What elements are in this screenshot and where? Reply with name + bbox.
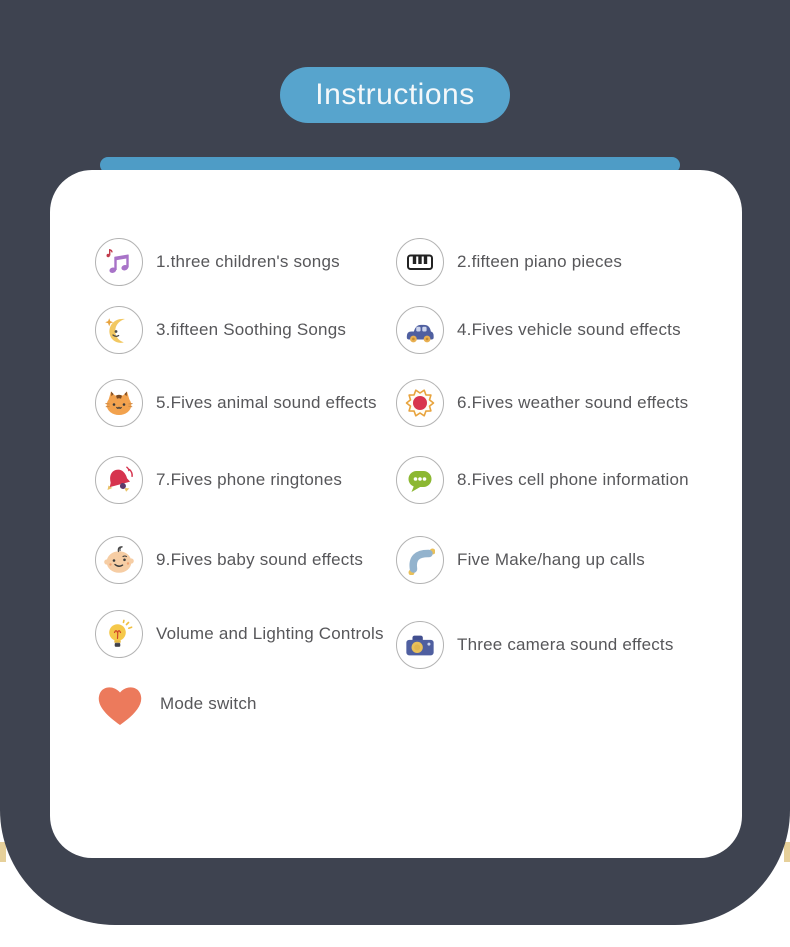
feature-label: 5.Fives animal sound effects xyxy=(156,393,377,412)
light-bulb-icon xyxy=(95,610,143,658)
feature-label: 8.Fives cell phone information xyxy=(457,470,689,489)
feature-item xyxy=(396,621,674,669)
feature-label: Volume and Lighting Controls xyxy=(156,624,384,643)
background-accent-right xyxy=(784,842,790,862)
instructions-title: Instructions xyxy=(315,78,475,111)
feature-item xyxy=(396,238,622,286)
feature-item xyxy=(396,456,689,504)
feature-item xyxy=(396,306,681,354)
feature-label: 4.Fives vehicle sound effects xyxy=(457,320,681,339)
baby-icon xyxy=(95,536,143,584)
phone-handset-icon xyxy=(396,536,444,584)
piano-icon xyxy=(396,238,444,286)
heart-icon xyxy=(93,679,147,729)
feature-label: 3.fifteen Soothing Songs xyxy=(156,320,347,339)
feature-label: 2.fifteen piano pieces xyxy=(457,252,623,271)
feature-label: 7.Fives phone ringtones xyxy=(156,470,343,489)
feature-label: 6.Fives weather sound effects xyxy=(457,393,689,412)
camera-icon xyxy=(396,621,444,669)
feature-label: Mode switch xyxy=(160,694,257,713)
cat-icon xyxy=(95,379,143,427)
feature-label: Five Make/hang up calls xyxy=(457,550,645,569)
feature-item xyxy=(95,456,342,504)
feature-item xyxy=(95,379,377,427)
feature-label: 9.Fives baby sound effects xyxy=(156,550,364,569)
feature-item xyxy=(95,306,346,354)
feature-item xyxy=(95,610,384,658)
feature-item xyxy=(396,536,645,584)
moon-icon xyxy=(95,306,143,354)
chat-bubble-icon xyxy=(396,456,444,504)
sun-icon xyxy=(396,379,444,427)
bell-icon xyxy=(95,456,143,504)
instructions-card xyxy=(50,170,742,858)
feature-item xyxy=(95,238,340,286)
feature-item xyxy=(95,536,363,584)
music-notes-icon xyxy=(95,238,143,286)
feature-label: Three camera sound effects xyxy=(457,635,674,654)
instructions-badge xyxy=(280,67,510,123)
feature-item xyxy=(396,379,688,427)
car-icon xyxy=(396,306,444,354)
feature-label: 1.three children's songs xyxy=(156,252,340,271)
feature-item xyxy=(93,680,257,728)
